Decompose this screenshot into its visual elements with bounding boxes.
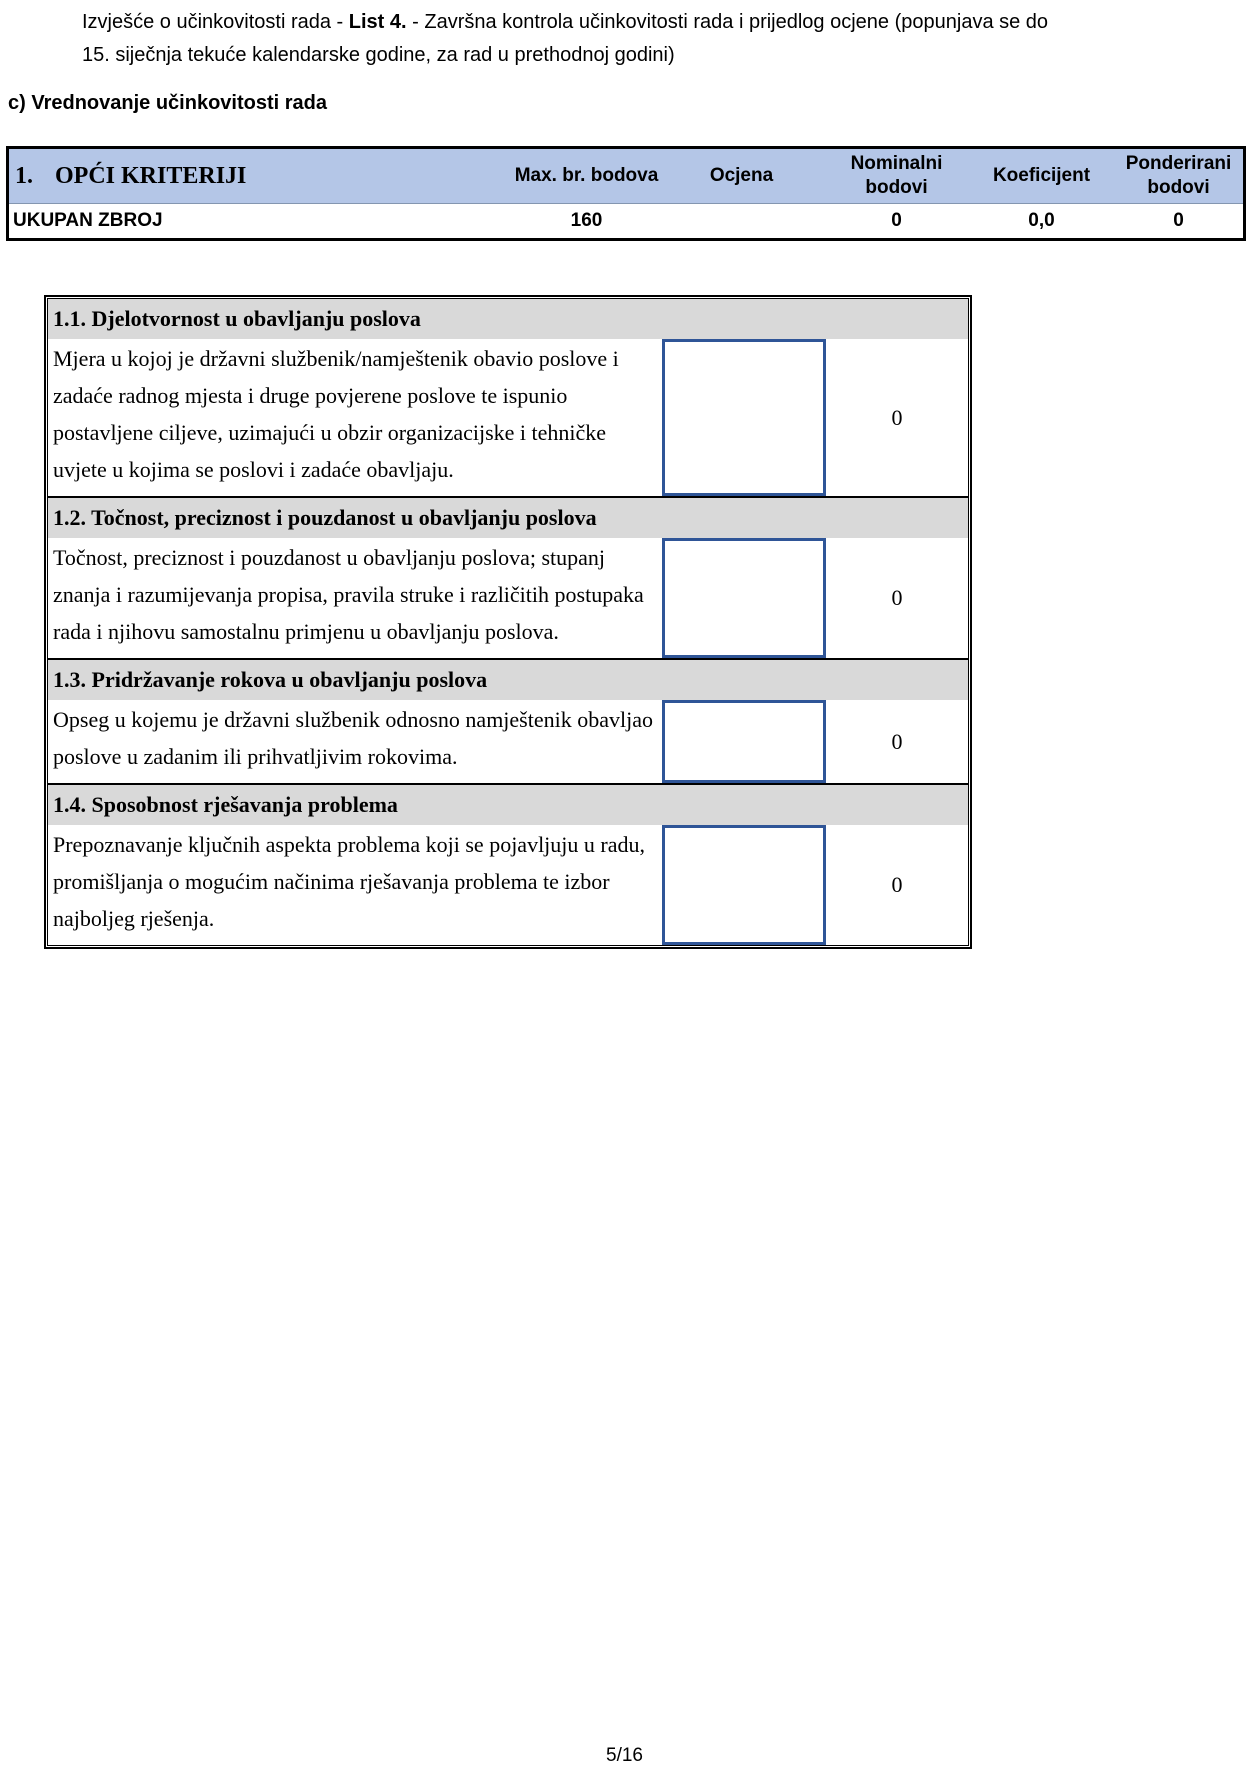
title-sheet-name: List 4. — [348, 11, 407, 33]
header-weighted-points: Ponderirani bodovi — [1125, 153, 1232, 198]
criteria-number: 1. — [15, 162, 33, 189]
criterion-points-value: 0 — [891, 585, 903, 610]
criterion-section-1-1 — [48, 299, 968, 496]
criteria-detail-table — [44, 295, 972, 949]
total-nominal-points: 0 — [891, 210, 902, 231]
criterion-title: 1.1. Djelotvornost u obavljanju poslova — [53, 306, 421, 331]
document-title-line2: 15. siječnja tekuće kalendarske godine, za rad u prethodnoj godini) — [82, 44, 675, 66]
total-label: UKUPAN ZBROJ — [13, 210, 163, 231]
criterion-description: Mjera u kojoj je državni službenik/namještenik obavio poslove i zadaće radnog mjesta i druge povjerene poslove te ispunio postavljene ciljeve, uzimajući u obzir organizacijske i tehničke uvjete u kojima se poslovi i zadaće obavljaju. — [53, 346, 619, 482]
criterion-points-value: 0 — [891, 404, 903, 430]
document-title-line1 — [82, 6, 1212, 39]
criteria-title: OPĆI KRITERIJI — [55, 162, 247, 189]
criterion-title: 1.2. Točnost, preciznost i pouzdanost u obavljanju poslova — [53, 505, 597, 530]
criterion-section-1-2 — [48, 496, 968, 658]
criterion-body — [48, 825, 968, 945]
header-criteria-label — [9, 163, 514, 190]
criterion-body — [48, 538, 968, 658]
criterion-title-band — [48, 299, 968, 339]
criterion-description: Prepoznavanje ključnih aspekta problema koji se pojavljuju u radu, promišljanja o mogućim načinima rješavanja problema te izbor najboljeg rješenja. — [53, 832, 646, 931]
title-prefix: Izvješće o učinkovitosti rada - — [82, 11, 349, 33]
criterion-section-1-3 — [48, 658, 968, 783]
grade-input-box[interactable] — [662, 538, 826, 658]
criterion-section-1-4 — [48, 783, 968, 945]
total-max-points: 160 — [570, 210, 603, 231]
header-max-points: Max. br. bodova — [514, 165, 659, 186]
total-row — [9, 204, 1243, 238]
criterion-description: Točnost, preciznost i pouzdanost u obavljanju poslova; stupanj znanja i razumijevanja propisa, pravila struke i različitih postupaka rada i njihovu samostalnu primjenu u obavljanju poslova. — [53, 545, 644, 644]
total-coefficient: 0,0 — [1028, 210, 1055, 231]
header-nominal-points: Nominalni bodovi — [850, 153, 943, 198]
grade-input-box[interactable] — [662, 339, 826, 496]
title-suffix: - Završna kontrola učinkovitosti rada i prijedlog ocjene (popunjava se do — [406, 11, 1049, 33]
criterion-title: 1.3. Pridržavanje rokova u obavljanju poslova — [53, 667, 488, 692]
section-heading: c) Vrednovanje učinkovitosti rada — [8, 92, 327, 114]
header-coefficient: Koeficijent — [992, 165, 1091, 186]
grade-input-box[interactable] — [662, 825, 826, 945]
summary-table-header-row — [9, 149, 1243, 204]
criterion-points-value: 0 — [891, 872, 903, 897]
criterion-description: Opseg u kojemu je državni službenik odnosno namještenik obavljao poslove u zadanim ili prihvatljivim rokovima. — [53, 707, 653, 769]
general-criteria-summary-table — [6, 146, 1246, 241]
criterion-title: 1.4. Sposobnost rješavanja problema — [53, 792, 398, 817]
total-weighted-points: 0 — [1173, 210, 1184, 231]
criterion-title-band — [48, 498, 968, 538]
criterion-title-band — [48, 660, 968, 700]
grade-input-box[interactable] — [662, 700, 826, 783]
criterion-title-band — [48, 785, 968, 825]
criterion-body — [48, 700, 968, 783]
criteria-detail-inner — [47, 298, 969, 946]
page-number: 5/16 — [606, 1745, 643, 1766]
criterion-points-value: 0 — [891, 728, 903, 754]
document-title — [82, 6, 1212, 72]
criterion-body — [48, 339, 968, 496]
header-grade: Ocjena — [709, 165, 774, 186]
